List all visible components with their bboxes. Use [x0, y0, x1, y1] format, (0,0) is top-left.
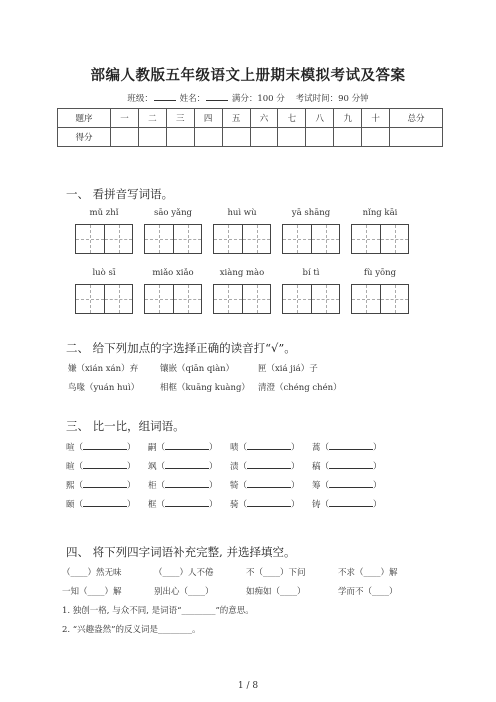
score-cell[interactable] [166, 128, 194, 147]
answer-blank[interactable] [329, 478, 373, 488]
answer-blank[interactable] [247, 440, 291, 450]
section2-heading: 二、 给下列加点的字选择正确的读音打“√”。 [66, 341, 296, 355]
idiom-blank-item[interactable]: （____）然无味 [62, 568, 122, 578]
answer-blank[interactable] [165, 478, 209, 488]
pinyin-text: yā shāng [291, 208, 331, 218]
compare-char: 渍（ [230, 462, 248, 472]
score-header-cell: 九 [334, 109, 362, 128]
pinyin-item [144, 208, 202, 254]
pinyin-item [213, 208, 271, 254]
answer-blank[interactable] [329, 497, 373, 507]
paren-close: ） [209, 462, 218, 472]
score-table [57, 108, 443, 147]
pron-item: 相框（kuāng kuàng） [160, 383, 250, 393]
pinyin-item [282, 268, 340, 314]
paren-close: ） [127, 443, 136, 453]
class-blank [154, 92, 176, 101]
section4-heading: 四、 将下列四字词语补充完整, 并选择填空。 [66, 545, 296, 559]
writing-cell[interactable] [380, 285, 408, 313]
score-cell[interactable] [278, 128, 306, 147]
compare-char: 喧（ [66, 443, 84, 453]
idiom-blank-item[interactable]: 不求（____）解 [338, 568, 398, 578]
paren-close: ） [291, 481, 300, 491]
score-header-cell: 总分 [390, 109, 443, 128]
score-label: 满分：100 分 [231, 94, 285, 104]
compare-char: 筹（ [312, 481, 330, 491]
score-header-label: 题序 [58, 109, 111, 128]
writing-cell[interactable] [283, 285, 311, 313]
writing-grid[interactable] [75, 224, 133, 254]
compare-char: 蒿（ [312, 443, 330, 453]
writing-cell[interactable] [214, 285, 242, 313]
compare-char: 骑（ [230, 500, 248, 510]
writing-grid[interactable] [282, 284, 340, 314]
section1-heading: 一、 看拼音写词语。 [66, 187, 174, 201]
score-header-cell: 六 [250, 109, 278, 128]
compare-item [66, 497, 136, 510]
score-header-cell: 五 [222, 109, 250, 128]
pinyin-text: nǐng kāi [362, 208, 398, 218]
writing-cell[interactable] [76, 225, 104, 253]
idiom-blank-item[interactable]: 学而不（____） [338, 587, 398, 597]
pinyin-item [282, 208, 340, 254]
answer-blank[interactable] [165, 459, 209, 469]
writing-grid[interactable] [144, 284, 202, 314]
score-header-cell: 四 [194, 109, 222, 128]
writing-cell[interactable] [145, 285, 173, 313]
compare-item [66, 459, 136, 472]
compare-item [312, 440, 382, 453]
answer-blank[interactable] [329, 459, 373, 469]
compare-char: 犄（ [230, 481, 248, 491]
pinyin-text: huì wù [227, 208, 257, 218]
pinyin-item [144, 268, 202, 314]
exam-meta [0, 92, 496, 104]
pronunciation-row-1 [68, 362, 318, 374]
paren-close: ） [209, 500, 218, 510]
paren-close: ） [291, 462, 300, 472]
score-header-cell: 十 [362, 109, 390, 128]
score-cell[interactable] [138, 128, 166, 147]
pinyin-item [351, 208, 409, 254]
compare-item [312, 478, 382, 491]
pinyin-text: fù yōng [363, 268, 397, 278]
score-cell[interactable] [334, 128, 362, 147]
answer-blank[interactable] [83, 478, 127, 488]
answer-blank[interactable] [247, 459, 291, 469]
compare-item [148, 497, 218, 510]
name-label: 姓名： [179, 94, 206, 104]
idiom-blank-item[interactable]: 一知（____）解 [62, 587, 122, 597]
idiom-blank-item[interactable]: （____）人不倦 [154, 568, 214, 578]
compare-char: 柜（ [148, 481, 166, 491]
writing-cell[interactable] [214, 225, 242, 253]
compare-item [148, 440, 218, 453]
paren-close: ） [127, 500, 136, 510]
score-cell[interactable] [111, 128, 139, 147]
writing-cell[interactable] [104, 285, 132, 313]
writing-cell[interactable] [242, 285, 270, 313]
paren-close: ） [209, 481, 218, 491]
compare-char: 稿（ [312, 462, 330, 472]
question-2: 2. “兴趣盎然”的反义词是________。 [62, 625, 201, 635]
writing-cell[interactable] [242, 225, 270, 253]
compare-item [230, 497, 300, 510]
writing-cell[interactable] [380, 225, 408, 253]
pinyin-text: luò sī [92, 268, 116, 278]
score-cell[interactable] [306, 128, 334, 147]
paren-close: ） [373, 462, 382, 472]
score-header-cell: 一 [111, 109, 139, 128]
answer-blank[interactable] [247, 497, 291, 507]
score-row-label: 得分 [58, 128, 111, 147]
writing-grid[interactable] [75, 284, 133, 314]
writing-cell[interactable] [311, 285, 339, 313]
writing-grid[interactable] [282, 224, 340, 254]
pron-item: 鸟喙（yuán huì） [68, 383, 140, 393]
writing-cell[interactable] [352, 225, 380, 253]
writing-cell[interactable] [104, 225, 132, 253]
paren-close: ） [373, 481, 382, 491]
paren-close: ） [291, 443, 300, 453]
answer-blank[interactable] [247, 478, 291, 488]
pronunciation-row-2 [68, 381, 342, 393]
paren-close: ） [209, 443, 218, 453]
score-cell[interactable] [194, 128, 222, 147]
answer-blank[interactable] [83, 440, 127, 450]
question-1: 1. 独创一格, 与众不同, 是词语“________”的意思。 [62, 606, 254, 616]
compare-char: 铸（ [312, 500, 330, 510]
pinyin-item [213, 268, 271, 314]
pron-item: 清澄（chéng chén） [258, 383, 342, 393]
compare-item [230, 440, 300, 453]
time-label: 考试时间：90 分钟 [295, 94, 369, 104]
writing-cell[interactable] [173, 225, 201, 253]
paren-close: ） [127, 481, 136, 491]
answer-blank[interactable] [83, 459, 127, 469]
score-cell[interactable] [362, 128, 390, 147]
idiom-blank-item[interactable]: 不（____）下问 [246, 568, 306, 578]
compare-item [148, 478, 218, 491]
pron-item: 嫌（xián xán）弃 [68, 364, 139, 374]
compare-item [148, 459, 218, 472]
answer-blank[interactable] [83, 497, 127, 507]
paren-close: ） [373, 500, 382, 510]
compare-item [66, 440, 136, 453]
compare-char: 框（ [148, 500, 166, 510]
pinyin-text: xiàng mào [219, 268, 265, 278]
pinyin-text: bí tì [302, 268, 320, 278]
page-number: 1 / 8 [237, 681, 259, 691]
name-blank [206, 92, 228, 101]
score-cell[interactable] [222, 128, 250, 147]
score-header-cell: 七 [278, 109, 306, 128]
writing-cell[interactable] [145, 225, 173, 253]
pinyin-item [75, 208, 133, 254]
compare-item [230, 478, 300, 491]
paren-close: ） [291, 500, 300, 510]
score-cell[interactable] [390, 128, 443, 147]
answer-blank[interactable] [329, 440, 373, 450]
writing-grid[interactable] [351, 224, 409, 254]
score-header-cell: 三 [166, 109, 194, 128]
paren-close: ） [373, 443, 382, 453]
score-value-row [58, 128, 443, 147]
pron-item: 镶嵌（qiān qiàn） [160, 364, 235, 374]
score-header-cell: 八 [306, 109, 334, 128]
writing-grid[interactable] [144, 224, 202, 254]
writing-grid[interactable] [213, 224, 271, 254]
writing-grid[interactable] [351, 284, 409, 314]
compare-char: 暄（ [66, 462, 84, 472]
section3-heading: 三、 比一比，组词语。 [66, 419, 185, 433]
compare-char: 颐（ [66, 500, 84, 510]
pinyin-item [351, 268, 409, 314]
idiom-blank-item[interactable]: 别出心（____） [154, 587, 214, 597]
score-header-row [58, 109, 443, 128]
idiom-blank-item[interactable]: 如痴如（____） [246, 587, 306, 597]
writing-cell[interactable] [352, 285, 380, 313]
compare-item [312, 497, 382, 510]
pinyin-text: miǎo xiǎo [152, 268, 194, 278]
answer-blank[interactable] [165, 440, 209, 450]
writing-cell[interactable] [311, 225, 339, 253]
pinyin-text: sāo yǎng [153, 208, 193, 218]
paren-close: ） [127, 462, 136, 472]
compare-char: 啧（ [230, 443, 248, 453]
answer-blank[interactable] [165, 497, 209, 507]
compare-char: 熙（ [66, 481, 84, 491]
writing-cell[interactable] [283, 225, 311, 253]
pinyin-text: mǔ zhǐ [89, 208, 119, 218]
compare-char: 嗣（ [148, 443, 166, 453]
writing-cell[interactable] [76, 285, 104, 313]
writing-grid[interactable] [213, 284, 271, 314]
compare-item [230, 459, 300, 472]
compare-item [312, 459, 382, 472]
page-title: 部编人教版五年级语文上册期末模拟考试及答案 [90, 67, 406, 84]
compare-item [66, 478, 136, 491]
pinyin-item [75, 268, 133, 314]
class-label: 班级： [127, 94, 153, 104]
pron-item: 匣（xiá jiá）子 [258, 364, 318, 374]
writing-cell[interactable] [173, 285, 201, 313]
score-cell[interactable] [250, 128, 278, 147]
score-header-cell: 二 [138, 109, 166, 128]
compare-char: 飒（ [148, 462, 166, 472]
